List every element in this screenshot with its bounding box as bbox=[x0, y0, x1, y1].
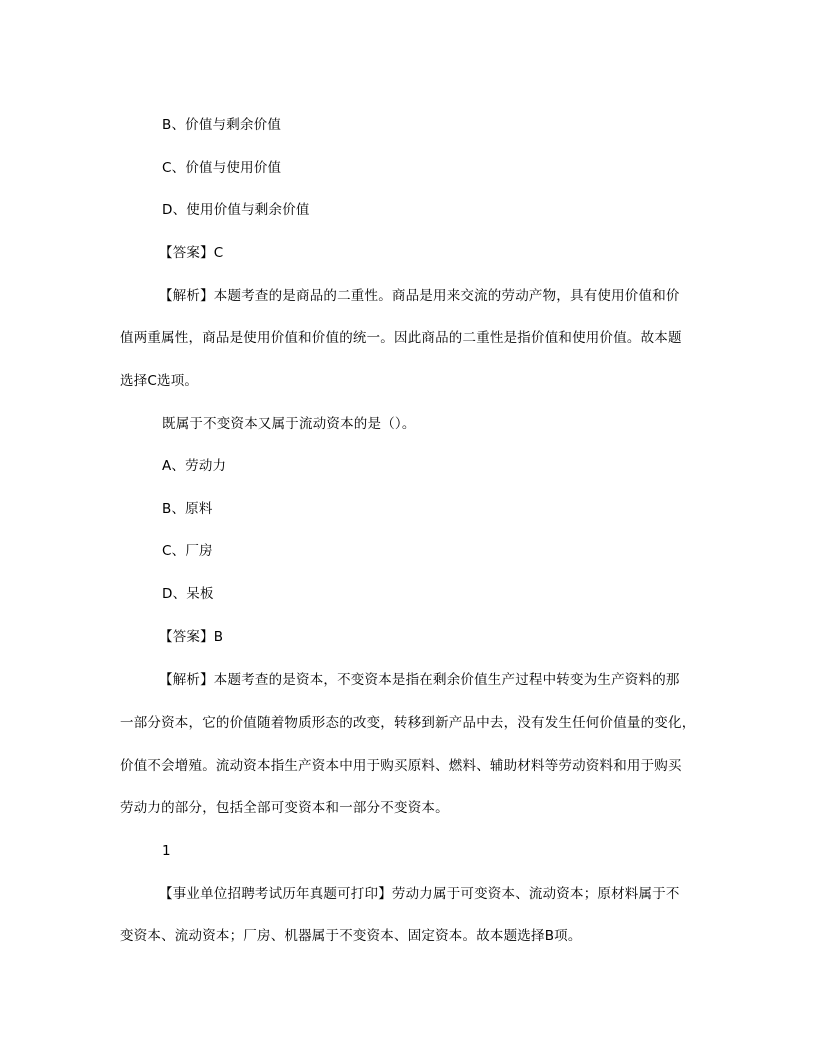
q2-analysis-line-1: 【解析】本题考查的是资本，不变资本是指在剩余价值生产过程中转变为生产资料的那 bbox=[159, 672, 680, 688]
q2-note-line-2: 变资本、流动资本；厂房、机器属于不变资本、固定资本。故本题选择B项。 bbox=[120, 928, 582, 944]
q1-option-c: C、价值与使用价值 bbox=[162, 160, 282, 176]
q2-question: 既属于不变资本又属于流动资本的是（）。 bbox=[162, 416, 416, 432]
q1-option-d: D、使用价值与剩余价值 bbox=[162, 202, 310, 218]
q2-analysis-line-4: 劳动力的部分，包括全部可变资本和一部分不变资本。 bbox=[120, 800, 449, 816]
q2-answer: 【答案】B bbox=[159, 629, 224, 645]
q2-analysis-line-3: 价值不会增殖。流动资本指生产资本中用于购买原料、燃料、辅助材料等劳动资料和用于购买 bbox=[120, 758, 682, 774]
q2-option-b: B、原料 bbox=[162, 501, 213, 517]
page-number: 1 bbox=[162, 843, 171, 859]
q1-analysis-line-1: 【解析】本题考查的是商品的二重性。商品是用来交流的劳动产物，具有使用价值和价 bbox=[159, 288, 680, 304]
q2-analysis-line-2: 一部分资本，它的价值随着物质形态的改变，转移到新产品中去，没有发生任何价值量的变化， bbox=[120, 715, 696, 731]
q1-answer: 【答案】C bbox=[159, 245, 224, 261]
q1-analysis-line-3: 选择C选项。 bbox=[120, 373, 199, 389]
q2-note-line-1: 【事业单位招聘考试历年真题可打印】劳动力属于可变资本、流动资本；原材料属于不 bbox=[159, 886, 680, 902]
q1-option-b: B、价值与剩余价值 bbox=[162, 117, 282, 133]
q1-analysis-line-2: 值两重属性，商品是使用价值和价值的统一。因此商品的二重性是指价值和使用价值。故本题 bbox=[120, 330, 682, 346]
q2-option-c: C、厂房 bbox=[162, 543, 213, 559]
q2-option-a: A、劳动力 bbox=[162, 458, 227, 474]
q2-option-d: D、呆板 bbox=[162, 586, 214, 602]
